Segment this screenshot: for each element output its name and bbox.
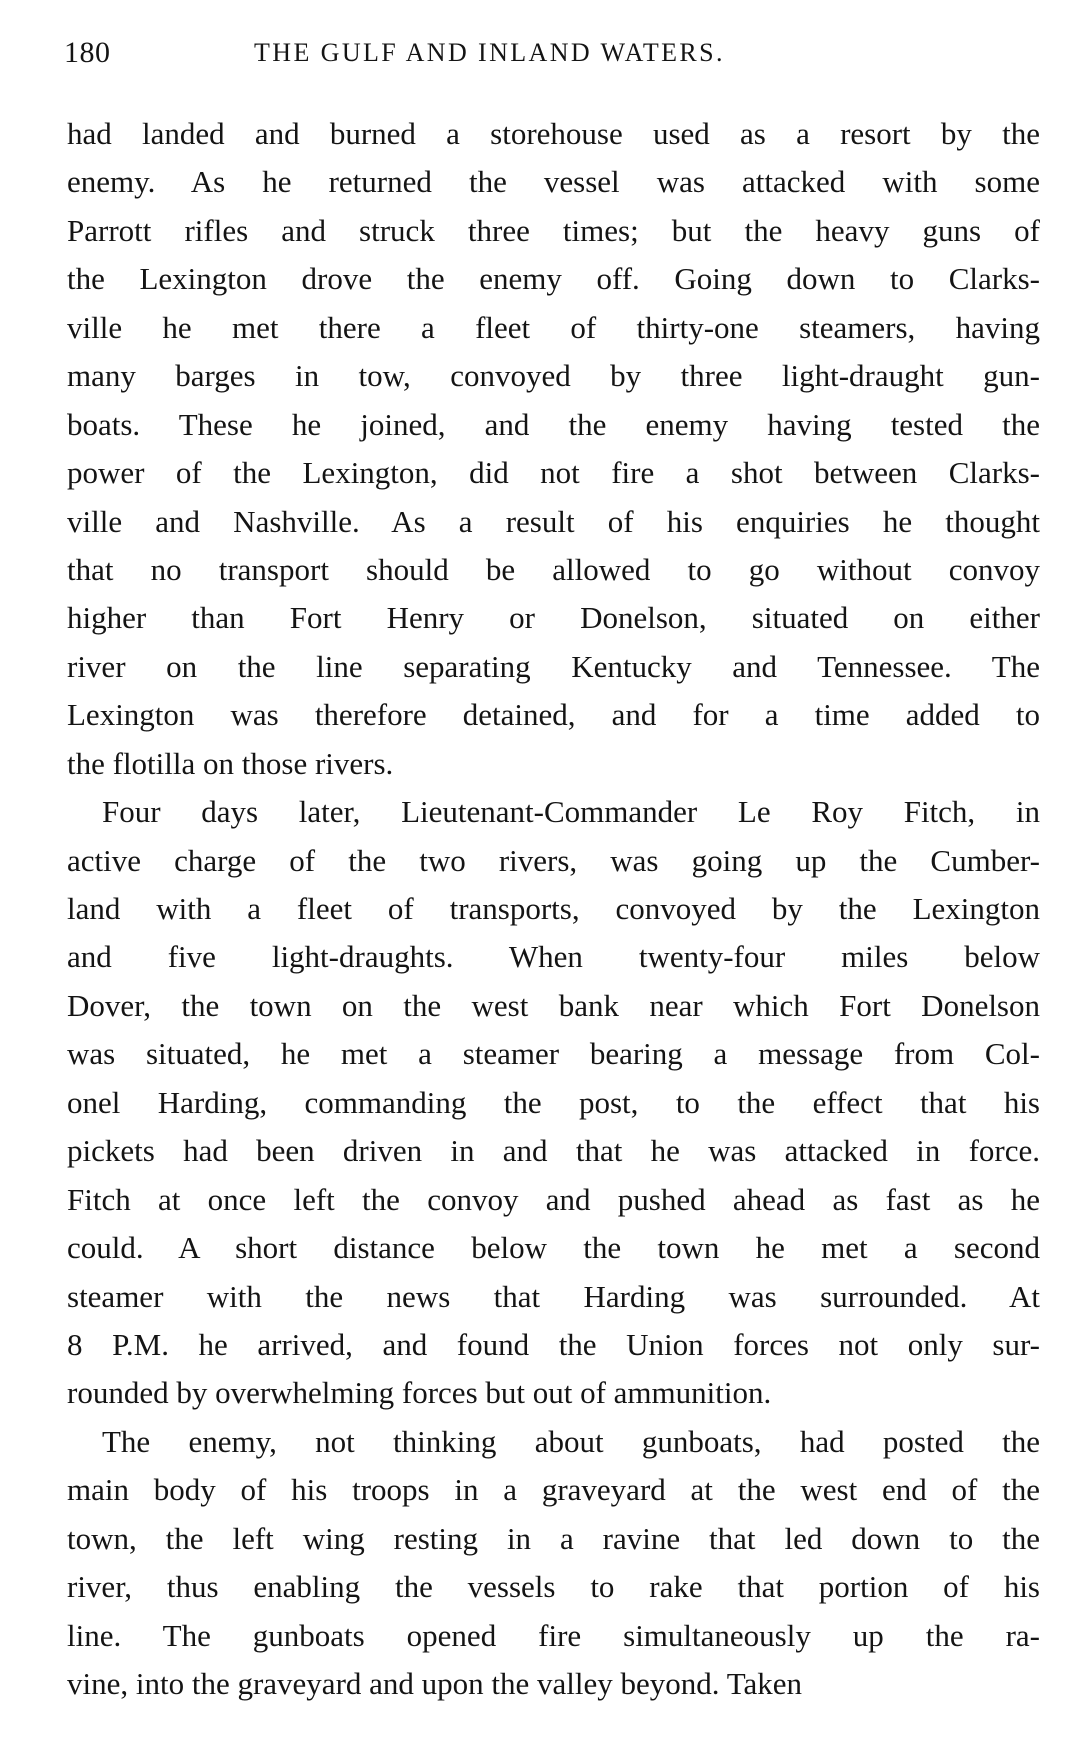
text-line: Dover, the town on the west bank near which Fort Donelson <box>67 987 1040 1023</box>
text-line: Four days later, Lieutenant-Commander Le Roy Fitch, in <box>102 794 1040 830</box>
text-line: ville and Nashville. As a result of his enquiries he thought <box>67 503 1040 539</box>
text-line: power of the Lexington, did not fire a shot between Clarks- <box>67 455 1040 491</box>
text-line: Fitch at once left the convoy and pushed ahead as fast as he <box>67 1181 1040 1217</box>
text-line: could. A short distance below the town he met a second <box>67 1230 1040 1266</box>
text-line: land with a fleet of transports, convoyed by the Lexington <box>67 891 1040 926</box>
running-head: THE GULF AND INLAND WATERS. <box>254 38 725 67</box>
text-line: Lexington was therefore detained, and for a time added to <box>67 697 1040 733</box>
text-line: main body of his troops in a graveyard at the west end of the <box>67 1472 1040 1508</box>
text-line: higher than Fort Henry or Donelson, situated on either <box>67 600 1040 636</box>
paragraph <box>67 1418 1040 1709</box>
text-line: line. The gunboats opened fire simultaneously up the ra- <box>67 1617 1040 1653</box>
text-line: vine, into the graveyard and upon the valley beyond. Taken <box>67 1666 803 1701</box>
text-line: The enemy, not thinking about gunboats, had posted the <box>102 1423 1040 1459</box>
text-line: that no transport should be allowed to go without convoy <box>67 551 1040 587</box>
text-line: the Lexington drove the enemy off. Going down to Clarks- <box>67 261 1040 297</box>
text-line: enemy. As he returned the vessel was attacked with some <box>67 164 1040 200</box>
text-line: 8 P.M. he arrived, and found the Union forces not only sur- <box>67 1326 1040 1362</box>
body-text <box>67 110 1040 1708</box>
paragraph <box>67 788 1040 1418</box>
text-line: town, the left wing resting in a ravine that led down to the <box>67 1520 1040 1556</box>
text-line: active charge of the two rivers, was going up the Cumber- <box>67 842 1040 878</box>
text-line: ville he met there a fleet of thirty-one steamers, having <box>67 309 1040 345</box>
text-line: river, thus enabling the vessels to rake that portion of his <box>67 1569 1040 1605</box>
text-line: many barges in tow, convoyed by three light-draught gun- <box>67 358 1040 394</box>
paragraph <box>67 110 1040 788</box>
text-line: pickets had been driven in and that he was attacked in force. <box>67 1133 1040 1169</box>
text-line: the flotilla on those rivers. <box>67 745 394 781</box>
text-line: boats. These he joined, and the enemy having tested the <box>67 406 1040 442</box>
text-line: river on the line separating Kentucky and Tennessee. The <box>67 648 1040 684</box>
text-line: was situated, he met a steamer bearing a message from Col- <box>67 1036 1040 1072</box>
text-line: and five light-draughts. When twenty-four miles below <box>67 939 1040 975</box>
page-number: 180 <box>64 36 111 69</box>
text-line: steamer with the news that Harding was surrounded. At <box>67 1278 1040 1314</box>
page-header <box>64 36 1054 80</box>
text-line: rounded by overwhelming forces but out of ammunition. <box>67 1375 772 1411</box>
text-line: Parrott rifles and struck three times; but the heavy guns of <box>67 212 1040 248</box>
text-line: had landed and burned a storehouse used as a resort by the <box>67 116 1040 151</box>
text-line: onel Harding, commanding the post, to the effect that his <box>67 1084 1040 1120</box>
